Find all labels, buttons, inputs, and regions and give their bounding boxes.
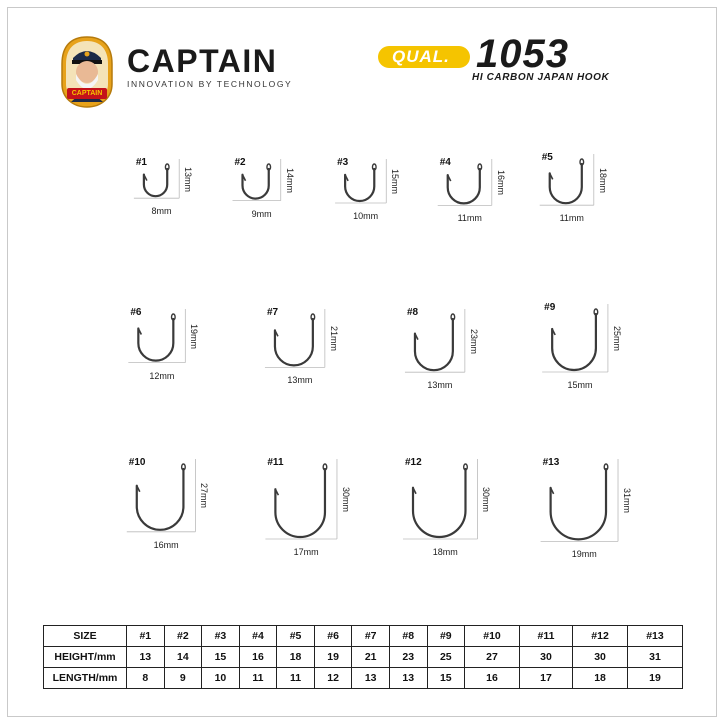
table-cell: #13 (627, 626, 682, 647)
hook-size-label: #5 (541, 152, 553, 163)
hook-10 (127, 459, 196, 532)
hook-shape (137, 469, 184, 530)
qual-label: QUAL. (392, 47, 450, 66)
table-cell: 15 (202, 647, 240, 668)
hook-size-label: #1 (135, 157, 147, 168)
hook-size-label: #3 (337, 157, 349, 168)
table-cell: 30 (519, 647, 572, 668)
table-cell: 12 (314, 668, 352, 689)
hook-size-label: #9 (544, 302, 556, 313)
hook-size-label: #4 (439, 157, 451, 168)
table-cell: #9 (427, 626, 465, 647)
hook-9 (542, 304, 608, 372)
hook-shape (243, 169, 269, 199)
hook-height-label: 21mm (328, 326, 339, 352)
table-cell: 18 (277, 647, 315, 668)
hook-length-label: 11mm (457, 213, 482, 224)
hook-12 (403, 459, 477, 539)
hook-length-label: 12mm (149, 370, 175, 381)
hook-height-label: 18mm (597, 167, 608, 193)
hook-size-label: #10 (128, 457, 146, 468)
hook-length-label: 19mm (571, 549, 597, 560)
table-row (44, 626, 683, 647)
hook-height-label: 14mm (284, 167, 295, 193)
hook-height-label: 19mm (189, 323, 200, 349)
table-cell: 25 (427, 647, 465, 668)
table-cell: 11 (277, 668, 315, 689)
table-cell: 16 (465, 668, 520, 689)
table-cell: 16 (239, 647, 277, 668)
hook-size-label: #11 (267, 457, 284, 468)
hook-length-label: 11mm (559, 213, 584, 224)
hook-shape (415, 319, 453, 370)
table-cell: 19 (314, 647, 352, 668)
hook-length-label: 10mm (353, 211, 379, 221)
hook-shape (144, 169, 167, 196)
logo-badge-text: CAPTAIN (71, 90, 103, 97)
table-cell: 18 (573, 668, 628, 689)
hook-shape (275, 469, 325, 537)
table-cell: 30 (573, 647, 628, 668)
table-cell: 17 (519, 668, 572, 689)
hook-size-label: #7 (266, 307, 279, 318)
hook-shape (138, 319, 173, 361)
hook-11 (265, 459, 337, 539)
hook-length-label: 18mm (432, 547, 458, 557)
hook-13 (541, 459, 618, 541)
hook-length-label: 9mm (251, 208, 272, 219)
table-cell: 9 (164, 668, 202, 689)
table-cell: #5 (277, 626, 315, 647)
hook-height-label: 30mm (481, 487, 492, 513)
hook-height-label: 25mm (611, 326, 622, 352)
table-row (44, 668, 683, 689)
table-cell: 19 (627, 668, 682, 689)
table-cell: 13 (389, 668, 427, 689)
row-header: HEIGHT/mm (44, 647, 127, 668)
hook-height-label: 13mm (183, 166, 194, 192)
row-header: LENGTH/mm (44, 668, 127, 689)
table-cell: #12 (573, 626, 628, 647)
row-header: SIZE (44, 626, 127, 647)
hook-length-label: 17mm (293, 547, 319, 557)
hook-size-label: #2 (234, 157, 246, 168)
model-number: 1053 (476, 32, 569, 76)
hook-length-label: 13mm (287, 375, 313, 386)
table-cell: 23 (389, 647, 427, 668)
table-cell: 31 (627, 647, 682, 668)
brand-tagline: INNOVATION BY TECHNOLOGY (127, 79, 293, 89)
product-subtitle: HI CARBON JAPAN HOOK (472, 72, 610, 83)
hook-height-label: 27mm (199, 483, 210, 509)
hook-size-label: #6 (130, 307, 142, 318)
hook-shape (448, 169, 480, 203)
table-cell: 14 (164, 647, 202, 668)
hook-shape (550, 164, 582, 203)
table-cell: #1 (127, 626, 165, 647)
table-cell: #6 (314, 626, 352, 647)
hook-length-label: 8mm (151, 206, 172, 217)
table-cell: #10 (465, 626, 520, 647)
table-cell: #7 (352, 626, 390, 647)
brand-name: CAPTAIN (127, 43, 278, 79)
hook-height-label: 16mm (495, 170, 506, 196)
hook-shape (413, 469, 465, 537)
table-cell: 11 (239, 668, 277, 689)
table-cell: #8 (389, 626, 427, 647)
table-cell: 13 (127, 647, 165, 668)
hook-8 (405, 309, 465, 372)
table-cell: 13 (352, 668, 390, 689)
hook-height-label: 30mm (340, 487, 351, 513)
hook-shape (345, 169, 374, 201)
table-cell: 21 (352, 647, 390, 668)
hook-size-label: #8 (406, 307, 419, 318)
table-cell: 10 (202, 668, 240, 689)
table-cell: #4 (239, 626, 277, 647)
hook-height-label: 31mm (622, 488, 633, 514)
hook-height-label: 15mm (390, 169, 401, 195)
table-cell: 8 (127, 668, 165, 689)
table-row (44, 647, 683, 668)
hook-length-label: 13mm (427, 380, 453, 391)
table-cell: #11 (519, 626, 572, 647)
table-cell: 15 (427, 668, 465, 689)
hook-size-label: #12 (405, 457, 422, 468)
hook-length-label: 15mm (567, 380, 593, 390)
hook-size-label: #13 (542, 457, 560, 468)
hook-shape (275, 319, 313, 365)
table-cell: #3 (202, 626, 240, 647)
hook-height-label: 23mm (468, 328, 479, 354)
hook-shape (551, 469, 606, 539)
hook-shape (552, 314, 596, 370)
table-cell: #2 (164, 626, 202, 647)
spec-table (43, 625, 683, 689)
hook-length-label: 16mm (153, 539, 179, 550)
table-cell: 27 (465, 647, 520, 668)
